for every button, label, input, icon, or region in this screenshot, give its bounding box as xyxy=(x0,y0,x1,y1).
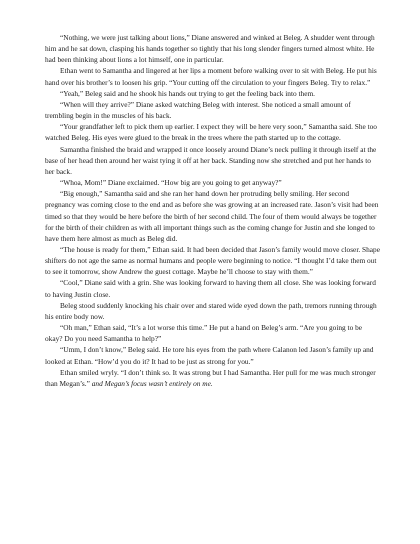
paragraph: “The house is ready for them,” Ethan said. It had been decided that Jason’s family would move closer. Shape shifters do not age the same as normal humans and people were beginning to notice. “I thought I’d take them out to see it tomorrow, show Andrew the guest cottage. Maybe he’ll choose to stay with them.” xyxy=(45,244,380,277)
last-paragraph-italic: and Megan’s focus wasn’t entirely on me. xyxy=(91,378,213,388)
paragraph: “Whoa, Mom!” Diane exclaimed. “How big are you going to get anyway?” xyxy=(60,178,282,188)
paragraph: “When will they arrive?” Diane asked watching Beleg with interest. She noticed a small amount of trembling begin in the muscles of his back. xyxy=(45,99,351,121)
last-paragraph-text: Ethan smiled wryly. “I don’t think so. It was strong but I had Samantha. Her pull for me was much stronger than Megan’s.” xyxy=(45,367,376,388)
paragraph: “Yeah,” Beleg said and he shook his hands out trying to get the feeling back into them. xyxy=(60,88,316,98)
last-paragraph xyxy=(45,367,380,389)
paragraph: “Oh man,” Ethan said, “It’s a lot worse this time.” He put a hand on Beleg’s arm. “Are you going to be okay? Do you need Samantha to help?” xyxy=(45,323,363,344)
paragraph: Beleg stood suddenly knocking his chair over and stared wide eyed down the path, tremors running through his entire body now. xyxy=(45,300,377,321)
paragraph: Samantha finished the braid and wrapped it once loosely around Diane’s neck pulling it through itself at the base of her head then around her waist tying it off at her back. Standing now she stretched and put her hands to her back. xyxy=(45,144,377,176)
paragraph: “Nothing, we were just talking about lions,” Diane answered and winked at Beleg. A shudder went through him and he sat down, clasping his hands together so tightly that his long slender fingers turned almost white. He had been thinking about lions a lot himself, one in particular. xyxy=(45,33,375,65)
paragraph: “Umm, I don’t know,” Beleg said. He tore his eyes from the path where Calanon led Jason’s family up and looked at Ethan. “How’d you do it? It had to be just as strong for you.” xyxy=(45,345,374,366)
paragraph: “Your grandfather left to pick them up earlier. I expect they will be here very soon,” Samantha said. She too watched Beleg. His eyes were glued to the break in the trees where the path started up to the cottage. xyxy=(45,122,377,143)
paragraph: Ethan went to Samantha and lingered at her lips a moment before walking over to sit with Beleg. He put his hand over his brother’s to loosen his grip. “Your cutting off the circulation to your fingers Beleg. Try to relax.” xyxy=(45,66,377,87)
paragraph: “Cool,” Diane said with a grin. She was looking forward to having them all close. She was looking forward to having Justin close. xyxy=(45,278,376,299)
paragraph: “Big enough,” Samantha said and she ran her hand down her protruding belly smiling. Her second pregnancy was coming close to the end and as before she was growing at an increased rate. Jason’s visit had been timed so that they would be here before the birth of her second child. The four of them would always be together for the birth of their children as with all important things such as the coming change for Justin and she longed to have them here almost as much as Beleg did. xyxy=(45,189,379,243)
